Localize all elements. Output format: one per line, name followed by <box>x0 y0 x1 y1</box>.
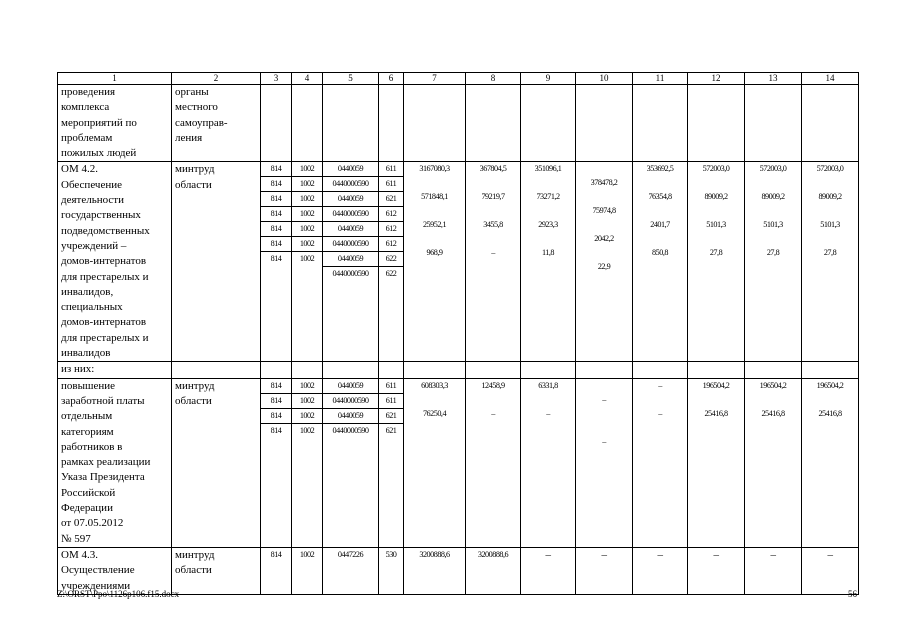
vr-code: 621 <box>379 192 403 207</box>
amount: 79219,7 <box>481 192 505 202</box>
amount: 6331,8 <box>538 380 558 390</box>
executor: органы местного самоуправ- ления <box>172 85 261 162</box>
col-number: 6 <box>379 73 404 85</box>
rzpr-code: 1002 <box>299 254 315 264</box>
rzpr-code: 1002 <box>299 425 315 435</box>
grbs-code: 814 <box>261 207 291 222</box>
col-number: 10 <box>576 73 633 85</box>
amount: 27,8 <box>709 248 723 258</box>
vr-code: 621 <box>379 409 403 424</box>
csr-code: 0440000590 <box>323 237 378 252</box>
amount: – <box>602 436 606 446</box>
executor: минтруд области <box>172 378 261 547</box>
col-number: 13 <box>745 73 802 85</box>
amount: 73271,2 <box>536 192 560 202</box>
vr-code: 612 <box>379 222 403 237</box>
amount: 2923,3 <box>538 220 558 230</box>
vr-code: 622 <box>379 252 403 267</box>
footer-file-path: Z:\ORST\Ppo\1126p106.f15.docx <box>57 589 180 599</box>
amount: 196504,2 <box>759 380 787 390</box>
amount: 572003,0 <box>702 164 730 174</box>
executor: минтруд области <box>172 547 261 594</box>
amount-cell <box>633 162 688 362</box>
measure-name: ОМ 4.3. Осуществление учреждениями <box>58 547 172 594</box>
amount-cell <box>466 162 521 362</box>
amount: 76250,4 <box>422 408 447 418</box>
col-number: 4 <box>292 73 323 85</box>
table-row <box>58 162 859 362</box>
amount: 2042,2 <box>594 234 614 244</box>
col-number: 7 <box>404 73 466 85</box>
amount: 89009,2 <box>704 192 728 202</box>
csr-code-cell <box>323 162 379 362</box>
amount: 5101,3 <box>820 220 840 230</box>
amount-cell <box>688 162 745 362</box>
rzpr-code: 1002 <box>292 192 322 207</box>
amount: 850,8 <box>652 248 668 258</box>
csr-code: 0440059 <box>323 252 378 267</box>
vr-code: 612 <box>379 237 403 252</box>
amount: 11,8 <box>541 248 555 258</box>
rzpr-code: 1002 <box>292 237 322 252</box>
rzpr-code-cell <box>292 378 323 547</box>
amount-cell <box>802 378 859 547</box>
vr-code: 611 <box>379 379 403 394</box>
col-number: 2 <box>172 73 261 85</box>
grbs-code: 814 <box>270 425 282 435</box>
amount: 89009,2 <box>818 192 842 202</box>
csr-code: 0440000590 <box>332 425 369 435</box>
amount: 378478,2 <box>590 178 618 188</box>
amount: – <box>545 548 551 561</box>
amount-cell <box>404 162 466 362</box>
amount: – <box>658 408 662 418</box>
rzpr-code: 1002 <box>292 222 322 237</box>
amount: – <box>602 394 606 404</box>
vr-code: 530 <box>385 549 397 559</box>
amount: 2401,7 <box>650 220 670 230</box>
amount: 27,8 <box>823 248 837 258</box>
amount: 89009,2 <box>761 192 785 202</box>
amount-cell <box>466 378 521 547</box>
amount-cell <box>576 162 633 362</box>
csr-code: 0447226 <box>337 549 364 559</box>
page-number: 56 <box>848 589 857 599</box>
amount: 5101,3 <box>706 220 726 230</box>
vr-code-cell <box>379 378 404 547</box>
amount: 572003,0 <box>816 164 844 174</box>
rzpr-code: 1002 <box>292 177 322 192</box>
grbs-code: 814 <box>270 549 282 559</box>
vr-code: 611 <box>379 177 403 192</box>
amount: 3455,8 <box>483 220 503 230</box>
amount: 3200888,6 <box>419 549 450 559</box>
amount: – <box>713 548 719 561</box>
table-row <box>58 85 859 162</box>
csr-code: 0440000590 <box>323 394 378 409</box>
amount: 572003,0 <box>759 164 787 174</box>
col-number: 12 <box>688 73 745 85</box>
grbs-code: 814 <box>261 162 291 177</box>
csr-code: 0440059 <box>323 162 378 177</box>
amount: 196504,2 <box>816 380 844 390</box>
vr-code: 621 <box>385 425 397 435</box>
col-number: 5 <box>323 73 379 85</box>
amount: 3167080,3 <box>419 164 450 174</box>
amount: 27,8 <box>766 248 780 258</box>
amount: 25416,8 <box>704 408 728 418</box>
csr-code: 0440000590 <box>323 177 378 192</box>
column-number-row <box>58 73 859 85</box>
amount-cell <box>745 162 802 362</box>
executor: минтруд области <box>172 162 261 362</box>
budget-table <box>57 72 859 595</box>
col-number: 9 <box>521 73 576 85</box>
grbs-code: 814 <box>261 394 291 409</box>
col-number: 11 <box>633 73 688 85</box>
col-number: 3 <box>261 73 292 85</box>
amount: 351096,1 <box>534 164 562 174</box>
csr-code: 0440059 <box>323 192 378 207</box>
amount: 76354,8 <box>648 192 672 202</box>
grbs-code: 814 <box>261 192 291 207</box>
amount: – <box>658 380 662 390</box>
amount: – <box>491 408 495 418</box>
amount: 367804,5 <box>479 164 507 174</box>
amount-cell <box>633 378 688 547</box>
csr-code: 0440059 <box>323 379 378 394</box>
vr-code: 611 <box>379 162 403 177</box>
csr-code: 0440000590 <box>323 207 378 222</box>
amount-cell <box>521 378 576 547</box>
grbs-code-cell <box>261 162 292 362</box>
amount: – <box>546 408 550 418</box>
col-number: 1 <box>58 73 172 85</box>
col-number: 8 <box>466 73 521 85</box>
amount: – <box>491 248 495 258</box>
amount-cell <box>802 162 859 362</box>
amount: 25952,1 <box>422 220 447 230</box>
rzpr-code: 1002 <box>299 549 315 559</box>
amount-cell <box>745 378 802 547</box>
grbs-code: 814 <box>261 177 291 192</box>
amount-cell <box>521 162 576 362</box>
grbs-code: 814 <box>261 379 291 394</box>
table-row <box>58 362 859 378</box>
amount: 3200888,6 <box>477 549 509 559</box>
rzpr-code: 1002 <box>292 162 322 177</box>
rzpr-code-cell <box>292 162 323 362</box>
grbs-code: 814 <box>261 237 291 252</box>
vr-code: 611 <box>379 394 403 409</box>
measure-name: повышение заработной платы отдельным категориям работников в рамках реализации Указа Президента Российской Федерации от 07.05.2012 № 597 <box>58 378 172 547</box>
amount-cell <box>688 378 745 547</box>
vr-code-cell <box>379 162 404 362</box>
amount: – <box>827 548 833 561</box>
amount: – <box>770 548 776 561</box>
csr-code: 0440059 <box>323 409 378 424</box>
measure-name: проведения комплекса мероприятий по проблемам пожилых людей <box>58 85 172 162</box>
csr-code: 0440059 <box>323 222 378 237</box>
measure-name: ОМ 4.2. Обеспечение деятельности государственных подведомственных учреждений – домов-интернатов для престарелых и инвалидов, специальных домов-интернатов для престарелых и инвалидов <box>58 162 172 362</box>
rzpr-code: 1002 <box>292 379 322 394</box>
amount: 196504,2 <box>702 380 730 390</box>
amount: 353692,5 <box>646 164 674 174</box>
csr-code-cell <box>323 378 379 547</box>
amount-cell <box>404 378 466 547</box>
amount: 25416,8 <box>761 408 785 418</box>
rzpr-code: 1002 <box>292 409 322 424</box>
vr-code: 622 <box>385 269 397 279</box>
amount: 5101,3 <box>763 220 783 230</box>
rzpr-code: 1002 <box>292 394 322 409</box>
amount: 22,9 <box>597 262 611 272</box>
rzpr-code: 1002 <box>292 207 322 222</box>
col-number: 14 <box>802 73 859 85</box>
amount: 12458,9 <box>481 380 505 390</box>
amount: 968,9 <box>426 248 443 258</box>
csr-code: 0440000590 <box>332 269 369 279</box>
amount: – <box>657 548 663 561</box>
amount: 25416,8 <box>818 408 842 418</box>
grbs-code: 814 <box>261 222 291 237</box>
subsection-label: из них: <box>58 362 172 378</box>
amount: 608303,3 <box>421 380 448 390</box>
amount: – <box>601 548 607 561</box>
table-row <box>58 378 859 547</box>
amount: 75974,8 <box>592 206 616 216</box>
grbs-code: 814 <box>270 254 282 264</box>
amount-cell <box>576 378 633 547</box>
grbs-code-cell <box>261 378 292 547</box>
vr-code: 612 <box>379 207 403 222</box>
amount: 571848,1 <box>421 192 448 202</box>
grbs-code: 814 <box>261 409 291 424</box>
